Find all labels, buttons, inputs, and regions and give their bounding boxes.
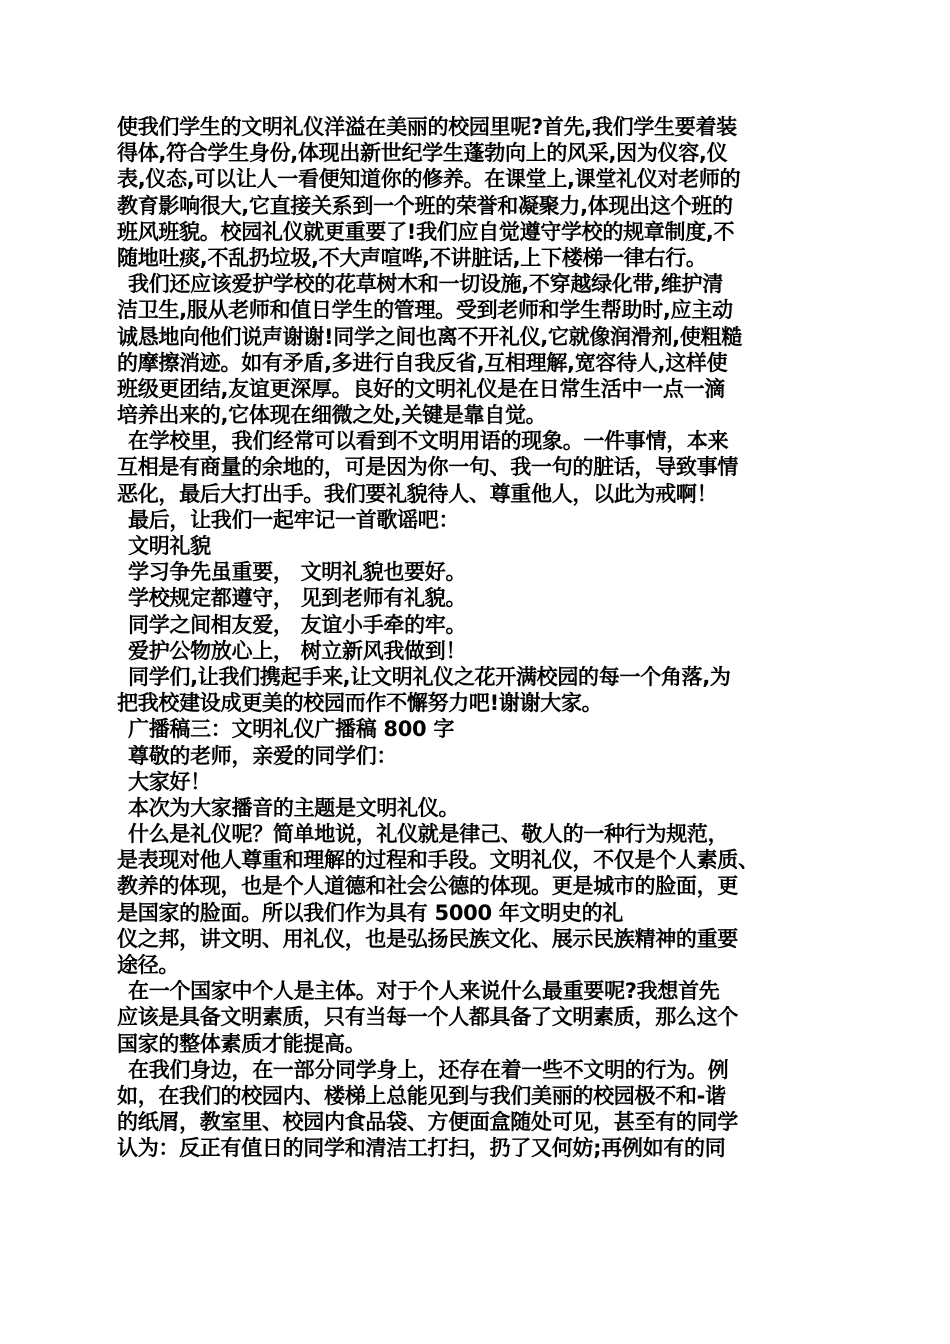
text-line: 在一个国家中个人是主体。对于个人来说什么最重要呢?我想首先 [128,979,720,1004]
text-line: 恶化，最后大打出手。我们要礼貌待人、尊重他人，以此为戒啊！ [117,481,718,506]
text-line: 随地吐痰,不乱扔垃圾,不大声喧哗,不讲脏话,上下楼梯一律右行。 [117,245,707,270]
text-line: 国家的整体素质才能提高。 [117,1031,366,1056]
text-line: 广播稿三：文明礼仪广播稿 800 字 [128,717,455,742]
text-line: 最后，让我们一起牢记一首歌谣吧： [128,507,460,532]
text-line: 在我们身边，在一部分同学身上，还存在着一些不文明的行为。例 [128,1057,729,1082]
text-line: 尊敬的老师，亲爱的同学们： [128,743,398,768]
text-line: 班级更团结,友谊更深厚。良好的文明礼仪是在日常生活中一点一滴 [117,376,725,401]
text-line: 班风班貌。校园礼仪就更重要了!我们应自觉遵守学校的规章制度,不 [117,219,735,244]
text-line: 互相是有商量的余地的，可是因为你一句、我一句的脏话，导致事情 [117,455,738,480]
document-body [117,114,857,1162]
text-line: 学校规定都遵守， 见到老师有礼貌。 [128,586,467,611]
text-line: 表,仪态,可以让人一看便知道你的修养。在课堂上,课堂礼仪对老师的 [117,167,741,192]
text-line: 文明礼貌 [128,534,211,558]
text-line: 仪之邦，讲文明、用礼仪，也是弘扬民族文化、展示民族精神的重要 [117,926,738,951]
text-line: 在学校里，我们经常可以看到不文明用语的现象。一件事情，本来 [128,429,729,454]
text-line: 途径。 [117,953,180,977]
text-line: 得体,符合学生身份,体现出新世纪学生蓬勃向上的风采,因为仪容,仪 [117,141,728,166]
text-line: 认为：反正有值日的同学和清洁工打扫，扔了又何妨;再例如有的同 [117,1136,726,1161]
text-line: 的纸屑，教室里、校园内食品袋、方便面盒随处可见，甚至有的同学 [117,1110,738,1135]
text-line: 把我校建设成更美的校园而作不懈努力吧!谢谢大家。 [117,691,603,716]
text-line: 使我们学生的文明礼仪洋溢在美丽的校园里呢?首先,我们学生要着装 [117,115,737,139]
text-line: 是国家的脸面。所以我们作为具有 5000 年文明史的礼 [117,900,623,925]
text-line: 洁卫生,服从老师和值日学生的管理。受到老师和学生帮助时,应主动 [117,298,733,323]
text-line: 大家好！ [128,769,211,794]
text-line: 同学之间相友爱， 友谊小手牵的牢。 [128,612,467,637]
text-line: 培养出来的,它体现在细微之处,关键是靠自觉。 [117,403,547,428]
text-line: 教育影响很大,它直接关系到一个班的荣誉和凝聚力,体现出这个班的 [117,193,733,218]
text-line: 本次为大家播音的主题是文明礼仪。 [128,795,460,820]
text-line: 教养的体现，也是个人道德和社会公德的体现。更是城市的脸面，更 [117,874,738,899]
text-line: 是表现对他人尊重和理解的过程和手段。文明礼仪，不仅是个人素质、 [117,848,759,873]
text-line: 什么是礼仪呢？简单地说，礼仪就是律己、敬人的一种行为规范， [128,822,729,847]
text-line: 诚恳地向他们说声谢谢!同学之间也离不开礼仪,它就像润滑剂,使粗糙 [117,324,742,349]
text-line: 如，在我们的校园内、楼梯上总能见到与我们美丽的校园极不和-谐 [117,1083,726,1108]
text-line: 爱护公物放心上， 树立新风我做到！ [128,638,467,663]
text-line: 学习争先虽重要， 文明礼貌也要好。 [128,560,467,585]
text-line: 我们还应该爱护学校的花草树木和一切设施,不穿越绿化带,维护清 [128,272,723,297]
text-line: 的摩擦消迹。如有矛盾,多进行自我反省,互相理解,宽容待人,这样使 [117,350,728,375]
text-line: 应该是具备文明素质，只有当每一个人都具备了文明素质，那么这个 [117,1005,738,1030]
text-line: 同学们,让我们携起手来,让文明礼仪之花开满校园的每一个角落,为 [128,664,731,689]
